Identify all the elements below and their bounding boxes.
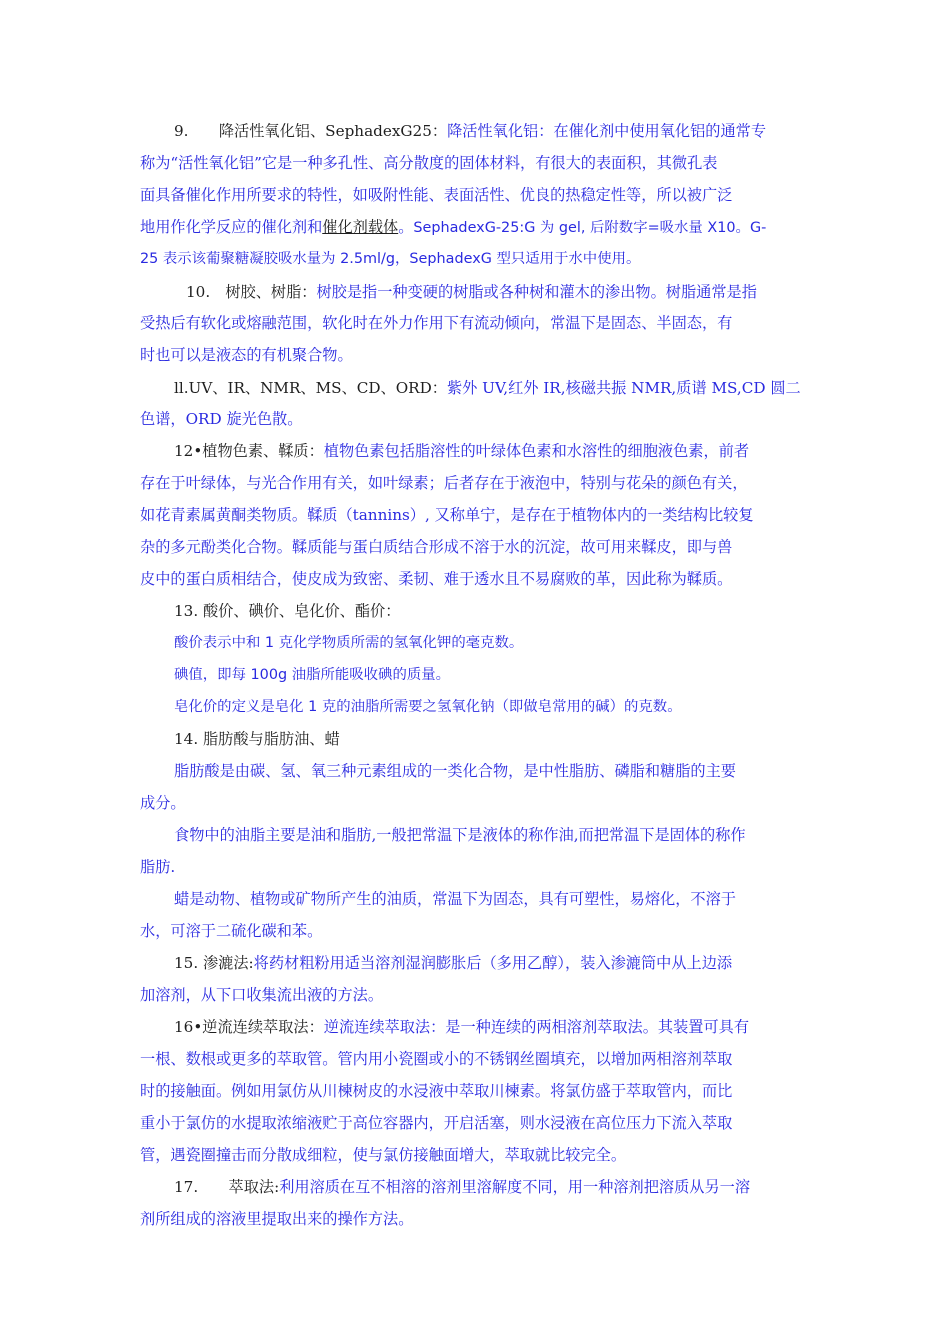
item-9-line-2: 称为“活性氧化铝”它是一种多孔性、高分散度的固体材料，有很大的表面积，其微孔表 xyxy=(140,154,718,172)
sephadex-note: SephadexG-25:G 为 gel, 后附数字=吸水量 X10。G- xyxy=(413,220,767,236)
item-12-definition: 植物色素包括脂溶性的叶绿体色素和水溶性的细胞液色素，前者 xyxy=(323,442,750,460)
item-10-line-3: 时也可以是液态的有机聚合物。 xyxy=(140,346,353,364)
item-16-line-4: 重小于氯仿的水提取浓缩液贮于高位容器内，开启活塞，则水浸液在高位压力下流入萃取 xyxy=(140,1114,733,1132)
item-15-term: 15. 渗漉法: xyxy=(174,954,254,972)
item-9-heading-line xyxy=(174,121,874,141)
fatty-acid-definition: 脂肪酸是由碳、氢、氧三种元素组成的一类化合物，是中性脂肪、磷脂和糖脂的主要 xyxy=(174,762,736,780)
item-17-heading-line xyxy=(174,1177,874,1197)
item-12-line-5: 皮中的蛋白质相结合，使皮成为致密、柔韧、难于透水且不易腐败的革，因此称为鞣质。 xyxy=(140,570,733,588)
item-10-term: 10. 树胶、树脂： xyxy=(186,283,317,301)
item-15-heading-line xyxy=(174,953,874,973)
iodine-value-definition: 碘值，即每 100g 油脂所能吸收碘的质量。 xyxy=(174,667,451,683)
item-14-heading: 14. 脂肪酸与脂肪油、蜡 xyxy=(174,730,340,748)
wax-definition-cont: 水，可溶于二硫化碳和苯。 xyxy=(140,922,323,940)
catalyst-carrier-link[interactable]: 催化剂载体 xyxy=(322,218,399,236)
fat-oil-definition-cont: 脂肪. xyxy=(140,858,176,876)
acid-value-definition: 酸价表示中和 1 克化学物质所需的氢氧化钾的毫克数。 xyxy=(174,635,524,651)
item-9-line-4 xyxy=(140,217,840,238)
item-16-heading-line xyxy=(174,1017,874,1037)
item-9-line-4-period: 。 xyxy=(398,218,414,236)
item-17-term: 17. 萃取法: xyxy=(174,1178,280,1196)
item-11-line-2: 色谱，ORD 旋光色散。 xyxy=(140,410,303,428)
item-12-heading-line xyxy=(174,441,874,461)
item-9-definition: 降活性氧化铝：在催化剂中使用氧化铝的通常专 xyxy=(447,122,766,140)
item-16-line-2: 一根、数根或更多的萃取管。管内用小瓷圈或小的不锈钢丝圈填充，以增加两相溶剂萃取 xyxy=(140,1050,733,1068)
item-12-line-2: 存在于叶绿体，与光合作用有关，如叶绿素；后者存在于液泡中，特别与花朵的颜色有关， xyxy=(140,474,748,492)
item-11-definition: 紫外 UV,红外 IR,核磁共振 NMR,质谱 MS,CD 圆二 xyxy=(446,379,801,397)
item-9-line-3: 面具备催化作用所要求的特性，如吸附性能、表面活性、优良的热稳定性等，所以被广泛 xyxy=(140,186,733,204)
item-9-line-5: 25 表示该葡聚糖凝胶吸水量为 2.5ml/g，SephadexG 型只适用于水中使用。 xyxy=(140,251,641,267)
item-10-definition: 树胶是指一种变硬的树脂或各种树和灌木的渗出物。树脂通常是指 xyxy=(316,283,757,301)
item-16-line-3: 时的接触面。例如用氯仿从川楝树皮的水浸液中萃取川楝素。将氯仿盛于萃取管内，而比 xyxy=(140,1082,733,1100)
item-15-line-2: 加溶剂，从下口收集流出液的方法。 xyxy=(140,986,383,1004)
item-12-term: 12•植物色素、鞣质： xyxy=(174,442,324,460)
item-11-heading-line xyxy=(174,378,874,398)
item-16-definition: 逆流连续萃取法：是一种连续的两相溶剂萃取法。其装置可具有 xyxy=(323,1018,750,1036)
wax-definition: 蜡是动物、植物或矿物所产生的油质，常温下为固态，具有可塑性，易熔化，不溶于 xyxy=(174,890,736,908)
item-15-definition: 将药材粗粉用适当溶剂湿润膨胀后（多用乙醇），装入渗漉筒中从上边添 xyxy=(253,954,733,972)
item-10-heading-line xyxy=(186,282,886,302)
item-10-line-2: 受热后有软化或熔融范围，软化时在外力作用下有流动倾向，常温下是固态、半固态，有 xyxy=(140,314,733,332)
item-11-term: ll.UV、IR、NMR、MS、CD、ORD： xyxy=(174,379,447,397)
item-17-line-2: 剂所组成的溶液里提取出来的操作方法。 xyxy=(140,1210,414,1228)
item-9-line-4-text: 地用作化学反应的催化剂和 xyxy=(140,218,323,236)
item-12-line-4: 杂的多元酚类化合物。鞣质能与蛋白质结合形成不溶于水的沉淀，故可用来鞣皮，即与兽 xyxy=(140,538,733,556)
fat-oil-definition: 食物中的油脂主要是油和脂肪,一般把常温下是液体的称作油,而把常温下是固体的称作 xyxy=(174,826,746,844)
saponification-value-definition: 皂化价的定义是皂化 1 克的油脂所需要之氢氧化钠（即做皂常用的碱）的克数。 xyxy=(174,699,682,715)
item-16-line-5: 管，遇瓷圈撞击而分散成细粒，使与氯仿接触面增大，萃取就比较完全。 xyxy=(140,1146,626,1164)
item-9-term: 9. 降活性氧化铝、SephadexG25： xyxy=(174,122,448,140)
item-13-heading: 13. 酸价、碘价、皂化价、酯价： xyxy=(174,602,401,620)
item-16-term: 16•逆流连续萃取法： xyxy=(174,1018,324,1036)
item-12-line-3: 如花青素属黄酮类物质。鞣质（tannins）, 又称单宁，是存在于植物体内的一类结构比较复 xyxy=(140,506,754,524)
fatty-acid-definition-cont: 成分。 xyxy=(140,794,186,812)
item-17-definition: 利用溶质在互不相溶的溶剂里溶解度不同，用一种溶剂把溶质从另一溶 xyxy=(279,1178,751,1196)
